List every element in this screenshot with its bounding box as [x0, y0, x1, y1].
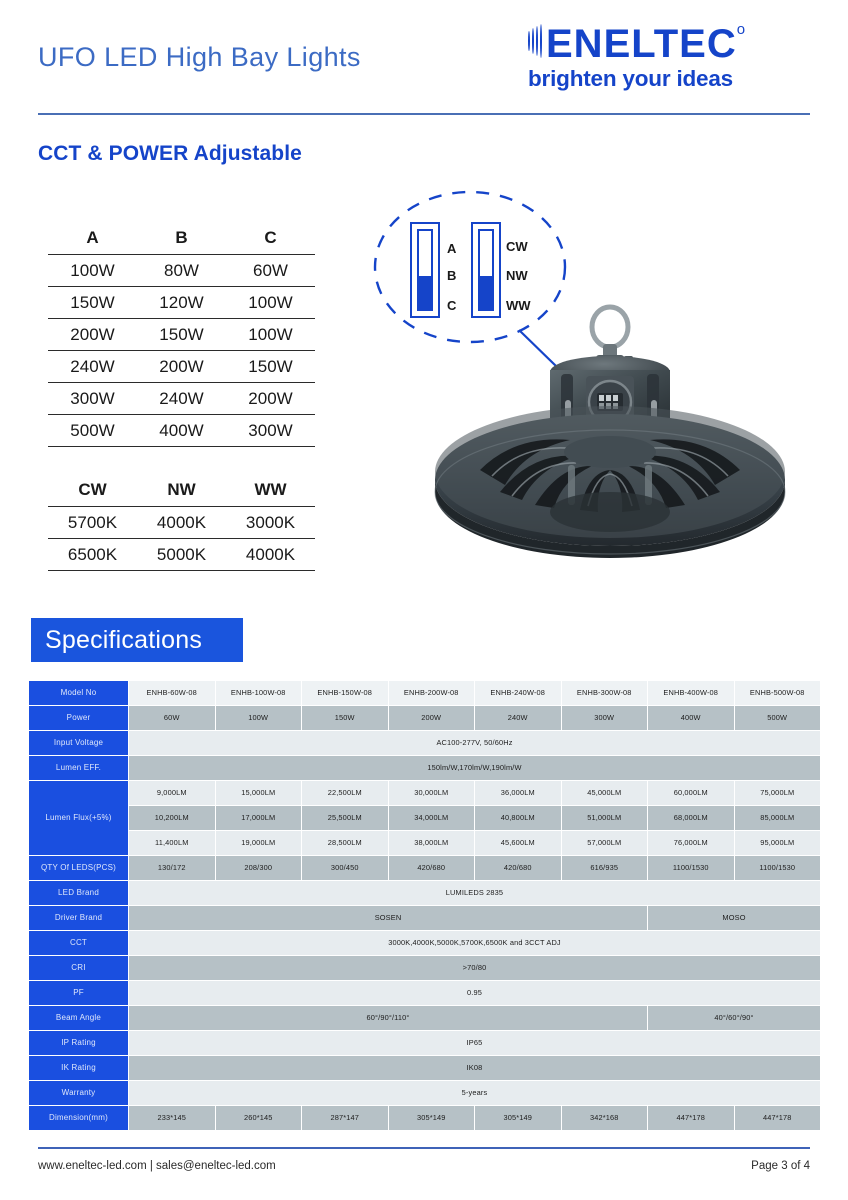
cell-dimension: 342*168	[561, 1106, 648, 1131]
cell-dimension: 447*178	[648, 1106, 735, 1131]
table-row	[29, 1081, 821, 1106]
row-label-led-brand: LED Brand	[29, 881, 129, 906]
eneltec-logo	[528, 21, 818, 96]
power-cell: 200W	[137, 351, 226, 383]
power-cell: 300W	[226, 415, 315, 447]
power-cell: 150W	[48, 287, 137, 319]
cell-lumen-flux: 68,000LM	[648, 806, 735, 831]
section-title-cct: CCT & POWER Adjustable	[38, 142, 302, 165]
row-label-qty-leds: QTY Of LEDS(PCS)	[29, 856, 129, 881]
cell-lumen-flux: 95,000LM	[734, 831, 821, 856]
cell-qty-leds: 300/450	[302, 856, 389, 881]
power-cell: 200W	[48, 319, 137, 351]
cell-power: 100W	[215, 706, 302, 731]
row-label-model-no: Model No	[29, 681, 129, 706]
cct-adjust-table	[48, 478, 315, 571]
cell-model-no: ENHB-200W-08	[388, 681, 475, 706]
cell-qty-leds: 1100/1530	[734, 856, 821, 881]
switch-label-b: B	[447, 268, 457, 283]
table-row	[29, 1031, 821, 1056]
switch-slot	[417, 229, 433, 311]
cell-qty-leds: 420/680	[475, 856, 562, 881]
cct-cell: 5700K	[48, 507, 137, 539]
table-row	[48, 507, 315, 539]
row-label-lumen-eff: Lumen EFF.	[29, 756, 129, 781]
table-row	[48, 415, 315, 447]
cell-qty-leds: 208/300	[215, 856, 302, 881]
table-row	[29, 781, 821, 806]
power-cell: 120W	[137, 287, 226, 319]
power-cell: 240W	[137, 383, 226, 415]
table-row	[29, 1056, 821, 1081]
switch-label-cw: CW	[506, 239, 528, 254]
cell-dimension: 447*178	[734, 1106, 821, 1131]
sound-waves-icon	[528, 24, 545, 58]
cell-lumen-flux: 25,500LM	[302, 806, 389, 831]
cell-lumen-flux: 22,500LM	[302, 781, 389, 806]
row-label-driver-brand: Driver Brand	[29, 906, 129, 931]
cct-cell: 4000K	[137, 507, 226, 539]
cell-cri: >70/80	[129, 956, 821, 981]
switch-label-c: C	[447, 298, 457, 313]
cell-model-no: ENHB-150W-08	[302, 681, 389, 706]
cell-beam-angle: 40°/60°/90°	[648, 1006, 821, 1031]
cell-lumen-eff: 150lm/W,170lm/W,190lm/W	[129, 756, 821, 781]
cell-model-no: ENHB-100W-08	[215, 681, 302, 706]
cell-driver-brand: SOSEN	[129, 906, 648, 931]
cell-power: 150W	[302, 706, 389, 731]
table-row	[29, 881, 821, 906]
cct-cell: 6500K	[48, 539, 137, 571]
power-cell: 500W	[48, 415, 137, 447]
cell-qty-leds: 130/172	[129, 856, 216, 881]
cell-cct: 3000K,4000K,5000K,5700K,6500K and 3CCT ADJ	[129, 931, 821, 956]
cell-model-no: ENHB-240W-08	[475, 681, 562, 706]
cell-qty-leds: 616/935	[561, 856, 648, 881]
power-cell: 240W	[48, 351, 137, 383]
cell-power: 240W	[475, 706, 562, 731]
cct-cell: 3000K	[226, 507, 315, 539]
cell-lumen-flux: 51,000LM	[561, 806, 648, 831]
table-row	[29, 731, 821, 756]
cell-power: 60W	[129, 706, 216, 731]
table-header-row	[48, 226, 315, 255]
table-row	[48, 351, 315, 383]
table-row	[29, 856, 821, 881]
cell-lumen-flux: 11,400LM	[129, 831, 216, 856]
power-cell: 400W	[137, 415, 226, 447]
cell-model-no: ENHB-60W-08	[129, 681, 216, 706]
table-row	[48, 319, 315, 351]
cell-power: 400W	[648, 706, 735, 731]
row-label-ip-rating: IP Rating	[29, 1031, 129, 1056]
table-row	[48, 539, 315, 571]
cell-warranty: 5-years	[129, 1081, 821, 1106]
row-label-dimension: Dimension(mm)	[29, 1106, 129, 1131]
row-label-beam-angle: Beam Angle	[29, 1006, 129, 1031]
page-header	[0, 0, 848, 118]
power-adjust-table	[48, 226, 315, 447]
cell-beam-angle: 60°/90°/110°	[129, 1006, 648, 1031]
footer-contact: www.eneltec-led.com | sales@eneltec-led.com	[38, 1160, 276, 1172]
product-illustration	[420, 300, 820, 600]
cell-lumen-flux: 28,500LM	[302, 831, 389, 856]
cell-model-no: ENHB-400W-08	[648, 681, 735, 706]
header-divider	[38, 113, 810, 115]
cell-dimension: 260*145	[215, 1106, 302, 1131]
cell-lumen-flux: 75,000LM	[734, 781, 821, 806]
cell-dimension: 305*149	[388, 1106, 475, 1131]
col-header-b: B	[175, 228, 188, 247]
power-cell: 100W	[48, 255, 137, 287]
row-label-lumen-flux: Lumen Flux(+5%)	[29, 781, 129, 856]
cell-ip-rating: IP65	[129, 1031, 821, 1056]
cell-model-no: ENHB-500W-08	[734, 681, 821, 706]
power-cell: 300W	[48, 383, 137, 415]
table-row	[29, 906, 821, 931]
cell-lumen-flux: 10,200LM	[129, 806, 216, 831]
col-header-c: C	[264, 228, 277, 247]
ufo-high-bay-light-image	[420, 300, 820, 600]
table-row	[29, 956, 821, 981]
power-cell: 100W	[226, 287, 315, 319]
switch-label-ww: WW	[506, 298, 531, 313]
table-row	[29, 756, 821, 781]
footer-page-number: Page 3 of 4	[751, 1160, 810, 1172]
cct-cell: 5000K	[137, 539, 226, 571]
cell-pf: 0.95	[129, 981, 821, 1006]
power-cell: 200W	[226, 383, 315, 415]
table-row	[48, 255, 315, 287]
cell-lumen-flux: 17,000LM	[215, 806, 302, 831]
row-label-cri: CRI	[29, 956, 129, 981]
logo-registered-icon: o	[736, 21, 747, 38]
table-header-row	[48, 478, 315, 507]
table-row	[29, 1006, 821, 1031]
col-header-ww: WW	[254, 480, 287, 499]
specifications-badge: Specifications	[31, 618, 243, 662]
cell-driver-brand: MOSO	[648, 906, 821, 931]
cell-lumen-flux: 36,000LM	[475, 781, 562, 806]
cell-lumen-flux: 60,000LM	[648, 781, 735, 806]
row-label-ik-rating: IK Rating	[29, 1056, 129, 1081]
table-row	[29, 981, 821, 1006]
table-row	[29, 1106, 821, 1131]
cell-lumen-flux: 19,000LM	[215, 831, 302, 856]
logo-tagline: brighten your ideas	[528, 66, 733, 91]
col-header-a: A	[86, 228, 99, 247]
page-title: UFO LED High Bay Lights	[38, 42, 361, 72]
switch-label-nw: NW	[506, 268, 528, 283]
cell-power: 500W	[734, 706, 821, 731]
cell-dimension: 233*145	[129, 1106, 216, 1131]
cell-lumen-flux: 76,000LM	[648, 831, 735, 856]
cell-lumen-flux: 40,800LM	[475, 806, 562, 831]
cell-lumen-flux: 45,000LM	[561, 781, 648, 806]
table-row	[29, 931, 821, 956]
cell-led-brand: LUMILEDS 2835	[129, 881, 821, 906]
switch-slot	[478, 229, 494, 311]
hanging-ring	[592, 307, 628, 347]
cell-lumen-flux: 85,000LM	[734, 806, 821, 831]
cell-dimension: 287*147	[302, 1106, 389, 1131]
row-label-input-voltage: Input Voltage	[29, 731, 129, 756]
cell-dimension: 305*149	[475, 1106, 562, 1131]
cell-power: 200W	[388, 706, 475, 731]
specifications-table	[28, 680, 821, 1131]
table-row	[29, 681, 821, 706]
power-cell: 60W	[226, 255, 315, 287]
col-header-cw: CW	[78, 480, 107, 499]
row-label-pf: PF	[29, 981, 129, 1006]
cell-lumen-flux: 15,000LM	[215, 781, 302, 806]
switch-label-a: A	[447, 241, 457, 256]
footer-divider	[38, 1147, 810, 1149]
cell-qty-leds: 1100/1530	[648, 856, 735, 881]
logo-main-text: ENELTEC	[546, 22, 737, 66]
cell-lumen-flux: 34,000LM	[388, 806, 475, 831]
table-row	[48, 287, 315, 319]
cell-input-voltage: AC100-277V, 50/60Hz	[129, 731, 821, 756]
col-header-nw: NW	[167, 480, 196, 499]
cell-lumen-flux: 45,600LM	[475, 831, 562, 856]
power-cell: 150W	[226, 351, 315, 383]
table-row	[29, 806, 821, 831]
specifications-table-wrapper	[28, 680, 820, 1131]
cell-lumen-flux: 9,000LM	[129, 781, 216, 806]
row-label-power: Power	[29, 706, 129, 731]
table-row	[29, 831, 821, 856]
cell-qty-leds: 420/680	[388, 856, 475, 881]
logo-wordmark	[528, 21, 818, 66]
cell-ik-rating: IK08	[129, 1056, 821, 1081]
table-row	[48, 383, 315, 415]
cell-power: 300W	[561, 706, 648, 731]
row-label-cct: CCT	[29, 931, 129, 956]
cell-lumen-flux: 38,000LM	[388, 831, 475, 856]
cell-lumen-flux: 57,000LM	[561, 831, 648, 856]
power-cell: 150W	[137, 319, 226, 351]
power-cell: 80W	[137, 255, 226, 287]
cell-model-no: ENHB-300W-08	[561, 681, 648, 706]
table-row	[29, 706, 821, 731]
cct-cell: 4000K	[226, 539, 315, 571]
row-label-warranty: Warranty	[29, 1081, 129, 1106]
power-cell: 100W	[226, 319, 315, 351]
cell-lumen-flux: 30,000LM	[388, 781, 475, 806]
